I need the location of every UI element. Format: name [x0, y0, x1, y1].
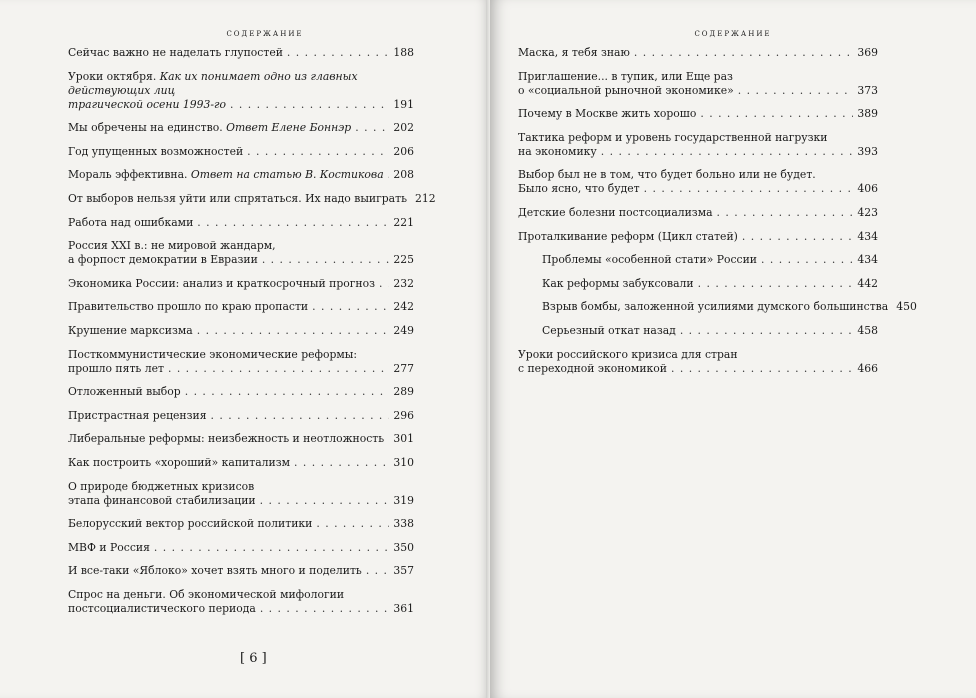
- toc-entry-title-line: Тактика реформ и уровень государственной нагрузки: [518, 130, 828, 144]
- leader-dots: [260, 602, 390, 616]
- toc-entry-page: 232: [393, 276, 414, 290]
- toc-entry-page: 466: [857, 361, 878, 375]
- toc-entry-title: От выборов нельзя уйти или спрятаться. Их надо выиграть: [68, 191, 407, 205]
- toc-entry-title: Почему в Москве жить хорошо: [518, 107, 697, 121]
- toc-entry-page: 423: [857, 205, 878, 219]
- leader-dots: [601, 145, 854, 159]
- page-number: [ 6 ]: [240, 651, 267, 666]
- toc-entry-title: Мораль эффективна. Ответ на статью В. Костикова: [68, 168, 384, 182]
- toc-entry: [68, 277, 414, 291]
- toc-entry-page: 434: [857, 253, 878, 267]
- toc-entry-title: прошло пять лет: [68, 361, 164, 375]
- toc-entry-page: 458: [857, 323, 878, 337]
- toc-entry-page: 357: [393, 564, 414, 578]
- toc-entry: [518, 107, 878, 121]
- toc-entry-title-line: Уроки октября. Как их понимает одно из главных действующих лиц: [68, 69, 358, 97]
- toc-entry: [68, 191, 436, 206]
- toc-entry: [68, 168, 414, 182]
- toc-entry-page: 188: [393, 46, 414, 59]
- toc-entry-page: 434: [857, 229, 878, 243]
- toc-entry-title-line: Уроки российского кризиса для стран: [518, 347, 738, 361]
- toc-entry: [68, 517, 414, 531]
- leader-dots: [211, 409, 390, 423]
- leader-dots: [312, 300, 389, 314]
- toc-entry-title: на экономику: [518, 144, 597, 158]
- toc-entry-page: 289: [393, 385, 414, 399]
- toc-entry: [68, 348, 414, 376]
- leader-dots: [294, 456, 389, 470]
- toc-entry: [518, 206, 878, 220]
- toc-entry-page: 249: [393, 323, 414, 337]
- leader-dots: [680, 324, 854, 338]
- toc-entry-title: о «социальной рыночной экономике»: [518, 83, 734, 97]
- toc-entry: [68, 409, 414, 423]
- toc-entry-title: Экономика России: анализ и краткосрочный прогноз: [68, 276, 375, 290]
- toc-entry-page: 310: [393, 455, 414, 469]
- toc-entry-page: 208: [393, 168, 414, 182]
- toc-entry: [68, 70, 414, 112]
- toc-entry-title: а форпост демократии в Евразии: [68, 253, 258, 267]
- toc-entry: [68, 564, 414, 578]
- toc-entry-page: 389: [857, 107, 878, 121]
- toc-entry-title: Серьезный откат назад: [542, 323, 676, 337]
- toc-entry-title: Сейчас важно не наделать глупостей: [68, 46, 283, 59]
- toc-entry-page: 202: [393, 121, 414, 135]
- toc-entry-title: Как построить «хороший» капитализм: [68, 455, 290, 469]
- leader-dots: [185, 385, 390, 399]
- toc-entry: [68, 541, 414, 555]
- toc-entry-title: Отложенный выбор: [68, 385, 181, 399]
- toc-entry-title-line: О природе бюджетных кризисов: [68, 479, 255, 493]
- toc-entry-page: 206: [393, 144, 414, 158]
- toc-entry-title: с переходной экономикой: [518, 361, 667, 375]
- toc-entry: [542, 277, 878, 291]
- leader-dots: [230, 98, 389, 112]
- toc-entry-page: 319: [393, 493, 414, 507]
- toc-entry-title: Работа над ошибками: [68, 215, 194, 229]
- toc-entry-page: 393: [857, 144, 878, 158]
- toc-list-left: [68, 46, 436, 625]
- toc-entry: [68, 588, 414, 616]
- toc-entry-title: Было ясно, что будет: [518, 182, 640, 196]
- toc-entry-title: Либеральные реформы: неизбежность и неотложность: [68, 432, 385, 446]
- toc-entry: [518, 131, 878, 159]
- toc-entry-title: Пристрастная рецензия: [68, 408, 207, 422]
- leader-dots: [316, 517, 389, 531]
- toc-entry-title: Год упущенных возможностей: [68, 144, 244, 158]
- toc-entry-title-line: Россия XXI в.: не мировой жандарм,: [68, 239, 276, 253]
- toc-entry: [68, 239, 414, 267]
- toc-entry: [68, 46, 414, 60]
- toc-entry: [68, 216, 414, 230]
- toc-entry-title: Белорусский вектор российской политики: [68, 517, 313, 531]
- toc-entry: [518, 348, 878, 376]
- leader-dots: [355, 121, 389, 135]
- toc-entry-page: 350: [393, 540, 414, 554]
- toc-entry-title-line: Приглашение... в тупик, или Еще раз: [518, 69, 733, 83]
- leader-dots: [671, 362, 853, 376]
- toc-entry: [518, 230, 878, 244]
- toc-entry: [68, 145, 414, 159]
- toc-entry: [68, 300, 414, 314]
- toc-entry-title-line: Спрос на деньги. Об экономической мифологии: [68, 587, 345, 601]
- toc-entry-title: Крушение марксизма: [68, 323, 193, 337]
- leader-dots: [260, 494, 390, 508]
- leader-dots: [247, 145, 389, 159]
- leader-dots: [168, 362, 389, 376]
- leader-dots: [698, 277, 854, 291]
- toc-entry-page: 450: [896, 300, 917, 314]
- toc-entry: [518, 168, 878, 196]
- leader-dots: [262, 253, 390, 267]
- leader-dots: [700, 107, 853, 121]
- toc-entry: [542, 300, 917, 314]
- toc-entry-page: 212: [414, 191, 436, 205]
- toc-entry-page: 225: [393, 253, 414, 267]
- toc-entry: [68, 121, 414, 135]
- toc-entry-page: 361: [393, 601, 414, 615]
- toc-entry-page: 373: [857, 83, 878, 97]
- toc-entry-title: этапа финансовой стабилизации: [68, 493, 256, 507]
- leader-dots: [644, 182, 854, 196]
- toc-entry-page: 369: [857, 46, 878, 59]
- leader-dots: [388, 432, 389, 446]
- toc-entry: [518, 70, 878, 98]
- toc-entry-title: И все-таки «Яблоко» хочет взять много и поделить: [68, 564, 362, 578]
- leader-dots: [388, 168, 390, 182]
- toc-list-right: [518, 46, 917, 385]
- toc-entry-page: 338: [393, 517, 414, 531]
- leader-dots: [379, 277, 389, 291]
- page-header: содержание: [694, 28, 772, 39]
- toc-entry-title: Как реформы забуксовали: [542, 276, 694, 290]
- toc-entry-title-line: Посткоммунистические экономические реформы:: [68, 347, 358, 361]
- leader-dots: [154, 541, 390, 555]
- leader-dots: [287, 46, 389, 60]
- toc-entry-page: 191: [393, 97, 414, 111]
- leader-dots: [738, 84, 854, 98]
- toc-entry-page: 301: [393, 432, 414, 446]
- leader-dots: [761, 253, 853, 267]
- right-page: [490, 0, 976, 698]
- toc-entry: [518, 46, 878, 60]
- toc-entry-title: Проблемы «особенной стати» России: [542, 253, 757, 267]
- toc-entry-title-line: Выбор был не в том, что будет больно или не будет.: [518, 168, 816, 182]
- toc-entry-page: 406: [857, 182, 878, 196]
- toc-entry-title: МВФ и Россия: [68, 540, 150, 554]
- toc-entry-title: постсоциалистического периода: [68, 601, 256, 615]
- toc-entry-page: 242: [393, 300, 414, 314]
- leader-dots: [742, 230, 854, 244]
- toc-entry: [68, 456, 414, 470]
- toc-entry: [542, 253, 878, 267]
- leader-dots: [634, 46, 854, 60]
- toc-entry-page: 296: [393, 408, 414, 422]
- toc-entry-title: Проталкивание реформ (Цикл статей): [518, 229, 738, 243]
- toc-entry: [542, 324, 878, 338]
- leader-dots: [197, 324, 390, 338]
- page-header: содержание: [226, 28, 304, 39]
- toc-entry-page: 442: [857, 276, 878, 290]
- toc-entry-title: Детские болезни постсоциализма: [518, 205, 713, 219]
- toc-entry-title: Мы обречены на единство. Ответ Елене Боннэр: [68, 121, 352, 135]
- toc-entry: [68, 385, 414, 399]
- toc-entry-page: 221: [393, 215, 414, 229]
- toc-entry-title: трагической осени 1993-го: [68, 97, 226, 111]
- toc-entry-title: Маска, я тебя знаю: [518, 46, 630, 59]
- toc-entry-title: Взрыв бомбы, заложенной усилиями думского большинства: [542, 300, 889, 314]
- toc-entry: [68, 324, 414, 338]
- leader-dots: [197, 216, 389, 230]
- toc-entry: [68, 480, 414, 508]
- leader-dots: [717, 206, 854, 220]
- toc-entry: [68, 432, 414, 446]
- toc-entry-title: Правительство прошло по краю пропасти: [68, 300, 309, 314]
- toc-entry-page: 277: [393, 361, 414, 375]
- leader-dots: [366, 564, 390, 578]
